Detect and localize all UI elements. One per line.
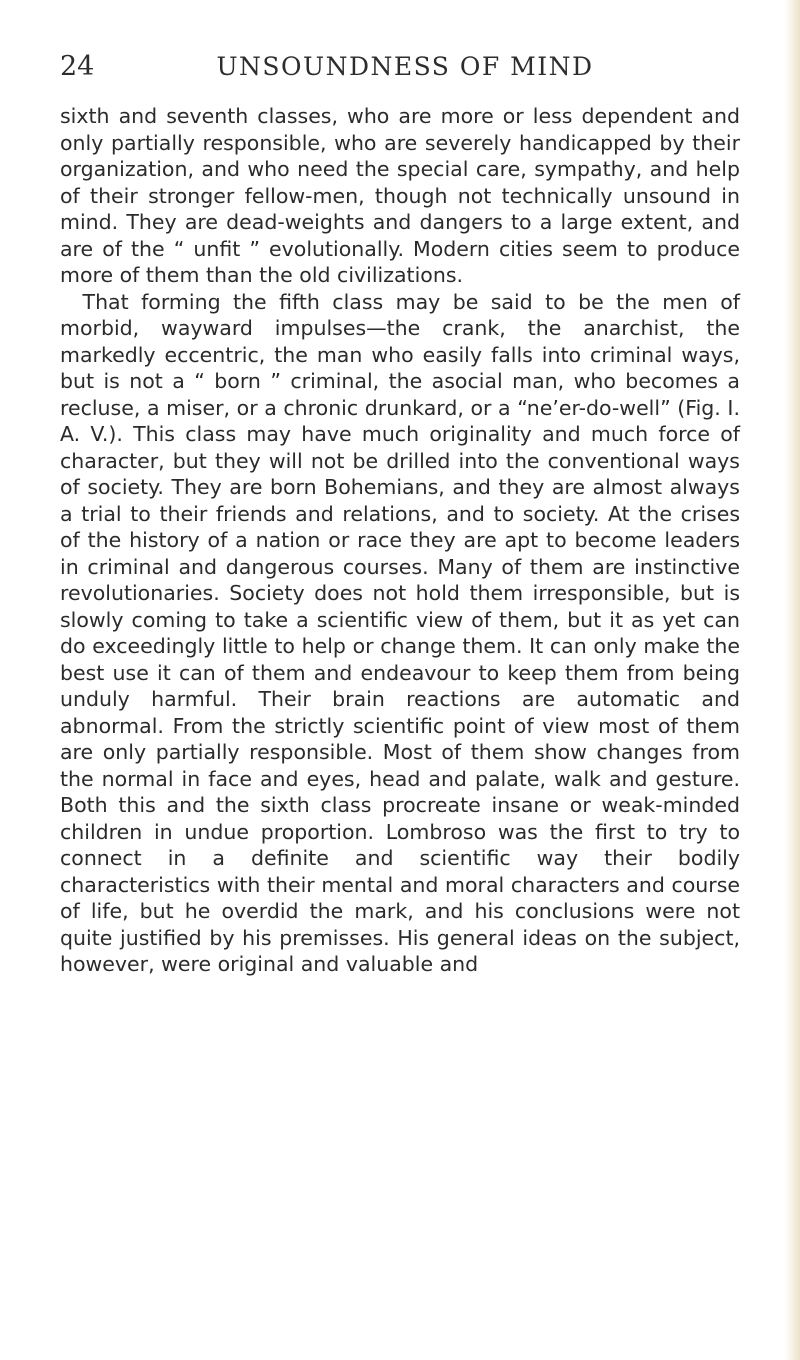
running-header [60, 50, 750, 90]
page-number: 24 [60, 51, 95, 82]
paragraph-1: sixth and seventh classes, who are more or less dependent and only partially responsible, who are severely handicapped by their organization, and who need the special care, sympathy, and help of their stronger fellow-men, though not technically unsound in mind. They are dead-weights and dangers to a large extent, and are of the “ unfit ” evolutionally. Modern cities seem to produce more of them than the old civilizations. [60, 104, 740, 287]
page-edge-shadow [784, 0, 800, 1360]
body-text [60, 103, 740, 978]
running-title: UNSOUNDNESS OF MIND [216, 52, 594, 81]
paragraph-2: That forming the fifth class may be said to be the men of morbid, wayward impulses—the crank, the anarchist, the markedly eccentric, the man who easily falls into criminal ways, but is not a “ born ” criminal, the asocial man, who becomes a recluse, a miser, or a chronic drunkard, or a “ne’er-do-well” (Fig. I. A. V.). This class may have much originality and much force of character, but they will not be drilled into the conventional ways of society. They are born Bohemians, and they are almost always a trial to their friends and relations, and to society. At the crises of the history of a nation or race they are apt to become leaders in criminal and dangerous courses. Many of them are instinctive revolutionaries. Society does not hold them irresponsible, but is slowly coming to take a scientific view of them, but it as yet can do exceedingly little to help or change them. It can only make the best use it can of them and endeavour to keep them from being unduly harmful. Their brain reactions are automatic and abnormal. From the strictly scientific point of view most of them are only partially responsible. Most of them show changes from the normal in face and eyes, head and palate, walk and gesture. Both this and the sixth class procreate insane or weak-minded children in undue proportion. Lombroso was the first to try to connect in a definite and scientific way their bodily characteristics with their mental and moral characters and course of life, but he overdid the mark, and his conclusions were not quite justified by his premisses. His general ideas on the subject, however, were original and valuable and [60, 289, 740, 976]
